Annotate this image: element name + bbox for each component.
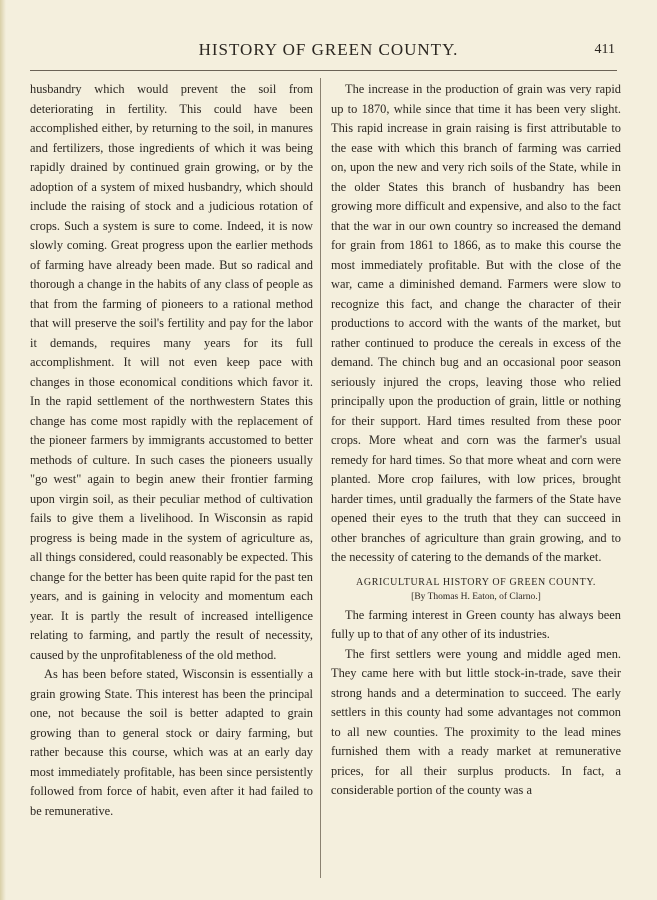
paragraph: The increase in the production of grain was very rapid up to 1870, while since that time it has been very slight. This rapid increase in grain raising is first attributable to the ease with which this branch of farming was carried on, upon the new and very rich soils of the State, while in the older States this branch of husbandry has been growing more difficult and expensive, and also to the fact that the war in our own country so increased the demand for grain from 1861 to 1866, as to make this course the most immediately profitable. But with the close of the war, came a diminished demand. Farmers were slow to recognize this fact, and change the character of their productions to accord with the wants of the market, but rather continued to produce the cereals in excess of the demand. The chinch bug and an occasional poor season seriously injured the crops, leaving those who relied principally upon the production of grain, little or nothing for their support. Hard times resulted from these poor crops. More wheat and corn was the farmer's usual remedy for hard times. So that more wheat and corn were planted. More crop failures, with low prices, brought harder times, until gradually the farmers of the State have opened their eyes to the truth that they can succeed in other branches of agriculture than grain growing, and to the necessity of catering to the demands of the market. <box>331 82 621 564</box>
page-edge <box>0 0 6 900</box>
page-number: 411 <box>594 42 615 57</box>
paragraph: The first settlers were young and middle aged men. They came here with but little stock-in-trade, save their strong hands and a determination to succeed. The early settlers in this county had some advantages not common to all new counties. The proximity to the lead mines furnished them with a ready market at remunerative prices, for all their surplus products. In fact, a considerable portion of the county was a <box>331 646 621 797</box>
paragraph: The farming interest in Green county has always been fully up to that of any other of its industries. <box>331 607 621 641</box>
byline: [By Thomas H. Eaton, of Clarno.] <box>411 591 541 602</box>
header-rule <box>30 70 617 71</box>
section-heading: AGRICULTURAL HISTORY OF GREEN COUNTY. <box>356 576 596 588</box>
left-column <box>30 80 313 821</box>
running-title: HISTORY OF GREEN COUNTY. <box>198 40 459 59</box>
page-header <box>0 40 657 70</box>
right-column <box>331 80 621 801</box>
paragraph: As has been before stated, Wisconsin is essentially a grain growing State. This interest has been the principal one, not because the soil is better adapted to grain growing than to general stock or dairy farming, but rather because this course, which was at an early day most immediately profitable, has been since persistently followed from force of habit, even after it had failed to be remunerative. <box>30 667 313 818</box>
paragraph: husbandry which would prevent the soil from deteriorating in fertility. This could have been accomplished either, by returning to the soil, in manures and fertilizers, those ingredients of which it was being rapidly drained by continued grain growing, or by the adoption of a system of mixed husbandry, which should include the raising of stock and a judicious rotation of crops. Such a system is sure to come. Indeed, it is now slowly coming. Great progress upon the earlier methods of farming have already been made. But so radical and thorough a change in the habits of any class of people as that from the farming of pioneers to a rational method that will preserve the soil's fertility and pay for the labor it demands, requires many years for its full accomplishment. It will not even keep pace with changes in those economical conditions which favor it. In the rapid settlement of the northwestern States this change has come most rapidly with the replacement of the pioneer farmers by immigrants accustomed to better methods of culture. In such cases the pioneers usually "go west" again to begin anew their frontier farming upon virgin soil, as their peculiar method of cultivation fails to give them a livelihood. In Wisconsin as rapid progress is being made in the system of agriculture as, all things considered, could reasonably be expected. This change for the better has been quite rapid for the past ten years, and is gaining in velocity and momentum each year. It is partly the result of increased intelligence relating to farming, and partly the result of necessity, caused by the unprofitableness of the old method. <box>30 82 313 662</box>
column-divider <box>320 78 321 878</box>
